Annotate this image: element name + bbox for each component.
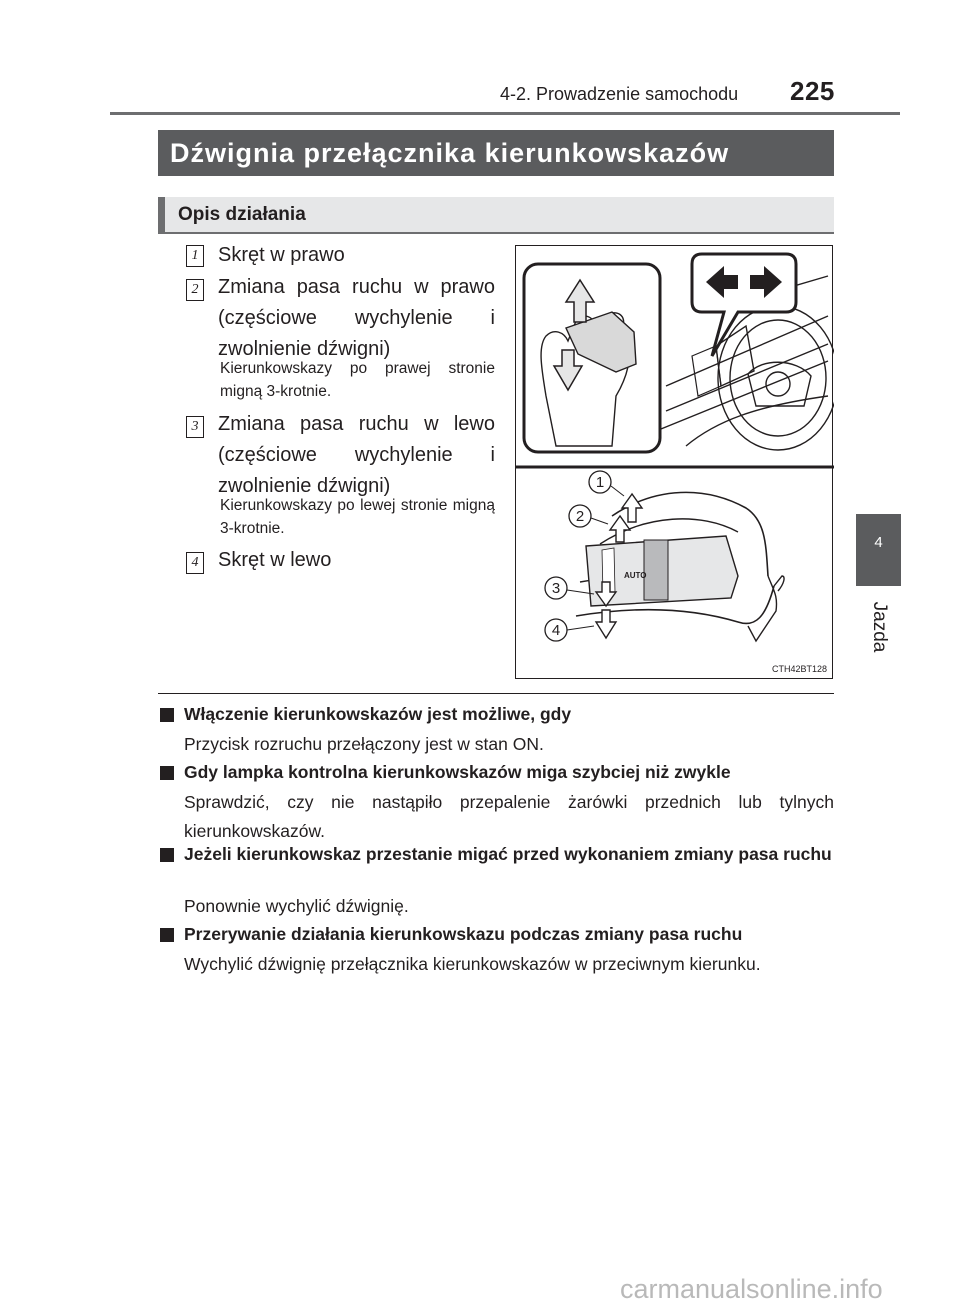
note-text-1: Przycisk rozruchu przełączony jest w stan ON. (184, 734, 544, 754)
note-heading-2: Gdy lampka kontrolna kierunkowskazów miga szybciej niż zwykle (184, 762, 731, 782)
item-number-4: 4 (186, 552, 204, 574)
chapter-number: 4 (874, 534, 883, 551)
item-note-2: Kierunkowskazy po prawej stronie migną 3-krotnie. (220, 360, 495, 400)
item-note-3: Kierunkowskazy po lewej stronie migną 3-krotnie. (220, 497, 495, 537)
note-text-4: Wychylić dźwignię przełącznika kierunkowskazów w przeciwnym kierunku. (184, 954, 761, 974)
note-heading-3: Jeżeli kierunkowskaz przestanie migać przed wykonaniem zmiany pasa ruchu (184, 844, 832, 864)
section-header: 4-2. Prowadzenie samochodu (500, 84, 739, 104)
hand-inset (524, 264, 660, 452)
item-number-2: 2 (186, 279, 204, 301)
subtitle-accent (158, 197, 165, 233)
arrow-up-large-icon (622, 494, 642, 522)
note-heading-4: Przerywanie działania kierunkowskazu podczas zmiany pasa ruchu (184, 924, 743, 944)
note-text-3: Ponownie wychylić dźwignię. (184, 896, 409, 916)
figure-code: CTH42BT128 (771, 664, 827, 674)
item-number-3: 3 (186, 416, 204, 438)
watermark: carmanualsonline.info (620, 1274, 883, 1304)
callout-2: 2 (575, 508, 585, 525)
callout-3: 3 (551, 580, 561, 597)
bullet-icon (160, 848, 174, 862)
header-rule (110, 112, 900, 115)
item-text-3: Zmiana pasa ruchu w lewo (częściowe wychylenie i zwolnienie dźwigni) (218, 413, 495, 497)
item-text-1: Skręt w prawo (218, 244, 345, 266)
notes-separator (158, 693, 834, 694)
turn-signal-figure (515, 245, 833, 679)
lever-ring (644, 540, 668, 600)
bullet-icon (160, 928, 174, 942)
bullet-icon (160, 766, 174, 780)
note-heading-1: Włączenie kierunkowskazów jest możliwe, gdy (184, 704, 572, 724)
subtitle-rule (158, 232, 834, 234)
switch-label-auto: AUTO (624, 571, 647, 580)
item-number-1: 1 (186, 245, 204, 267)
arrow-up-small-icon (610, 516, 630, 542)
item-text-4: Skręt w lewo (218, 549, 332, 571)
note-text-2: Sprawdzić, czy nie nastąpiło przepalenie żarówki przednich lub tylnych kierunkowskazów. (184, 792, 834, 841)
figure-illustration (516, 246, 834, 680)
bullet-icon (160, 708, 174, 722)
chapter-label-wrap (848, 596, 910, 658)
signal-bubble (692, 254, 796, 356)
chapter-label: Jazda (869, 601, 890, 653)
callout-1: 1 (595, 474, 605, 491)
item-text-2: Zmiana pasa ruchu w prawo (częściowe wychylenie i zwolnienie dźwigni) (218, 276, 495, 360)
page-number: 225 (790, 76, 835, 106)
steering-wheel (718, 306, 834, 450)
subtitle: Opis działania (178, 204, 306, 225)
arrow-down-large-icon (596, 610, 616, 638)
steering-hub (766, 372, 790, 396)
callout-4: 4 (551, 622, 561, 639)
page-title: Dźwignia przełącznika kierunkowskazów (170, 138, 730, 168)
